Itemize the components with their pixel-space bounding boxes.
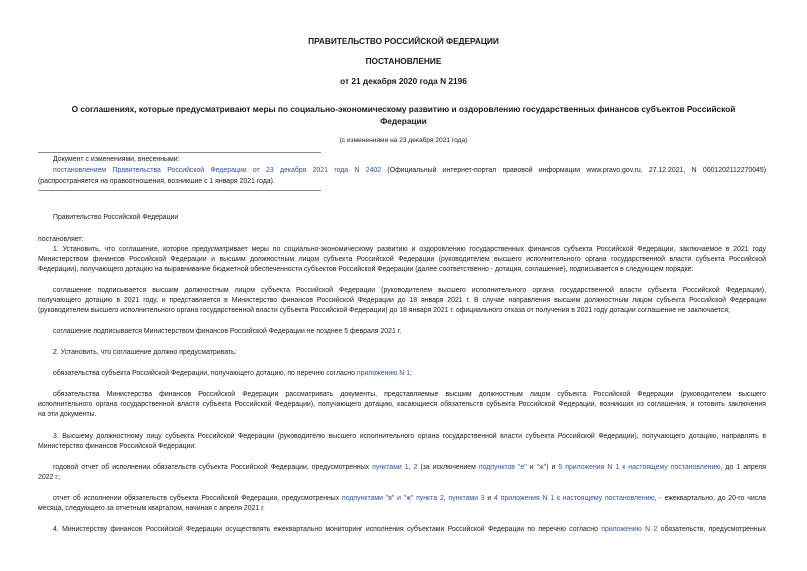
government-header: ПРАВИТЕЛЬСТВО РОССИЙСКОЙ ФЕДЕРАЦИИ [308, 36, 499, 46]
paragraph-6-line-2: исполнительного органа государственной власти субъекта Российской Федерации), получающего дотацию, касающиеся обязательств субъекта Российской Федерации, возникших из соглашения, и готовить заключения [38, 401, 766, 408]
paragraph-10-line-1: 4. Министерству финансов Российской Федерации осуществлять ежеквартально мониторинг исполнения субъектами Российской Федерации по перечню согласно приложению N 2 обязательств, предусмотренных [53, 526, 766, 533]
paragraph-3: соглашение подписывается Министерством финансов Российской Федерации не позднее 5 февраля 2021 г. [53, 328, 402, 335]
paragraph-decrees: постановляет: [38, 236, 84, 243]
paragraph-4: 2. Установить, что соглашение должно предусматривать: [53, 349, 237, 356]
changes-bottom-rule [38, 190, 321, 191]
paragraph-9-line-1: отчет об исполнении обязательств субъекта Российской Федерации, предусмотренных подпунктами "в" и "ж" пункта 2, пунктами 3 и 4 приложения N 1 к настоящему постановлению, - ежеквартально, до 20-го числа [53, 495, 766, 502]
document-title-line-1: О соглашениях, которые предусматривают меры по социально-экономическому развитию и оздоровлению государственных финансов субъектов Российской [71, 104, 736, 114]
changes-label: Документ с изменениями, внесенными: [53, 156, 180, 163]
document-title-line-2: Федерации [380, 116, 427, 126]
paragraph-9-line-2: месяца, следующего за отчетным кварталом, начиная с апреля 2021 г. [38, 505, 265, 512]
paragraph-5: обязательства субъекта Российской Федерации, получающего дотацию, по перечню согласно приложению N 1; [53, 370, 412, 377]
subitem-zh-link[interactable]: "ж" [536, 464, 547, 471]
paragraph-8-line-2: 2022 г.; [38, 474, 61, 481]
revision-note: (с изменениями на 23 декабря 2021 года) [339, 137, 468, 144]
paragraph-2-line-2: получающего дотацию в 2021 году, и представляется в Министерство финансов Российской Федерации до 18 января 2021 г. В случае направления высшим должностным лицом субъекта Российской Федерации [38, 297, 766, 304]
changes-top-rule [38, 152, 321, 153]
appendix-2-link[interactable]: приложению N 2 [601, 526, 658, 533]
paragraph-6-line-1: обязательства Министерства финансов Российской Федерации рассматривать документы, представляемые высшим должностным лицом субъекта Российской Федерации (руководителем высшего [53, 391, 766, 398]
subitems-v-zh-link[interactable]: подпунктами "в" и "ж" пункта 2 [342, 495, 444, 502]
paragraph-1-line-3: Федерации), получающего дотацию на выравнивание бюджетной обеспеченности субъектов Российской Федерации (далее соответственно - дотация, соглашение), подписывается в следующем порядке: [38, 266, 694, 273]
paragraph-7-line-1: 3. Высшему должностному лицу субъекта Российской Федерации (руководителю высшего исполнительного органа государственной власти субъекта Российской Федерации), получающего дотацию, направлять в [53, 433, 766, 440]
paragraph-6-line-3: на эти документы. [38, 411, 97, 418]
paragraph-2-line-3: (руководителем высшего исполнительного органа государственной власти субъекта Российской Федерации) до 18 января 2021 г. официального отказа от получения в 2021 году дотации соглашение не заключается; [38, 307, 730, 314]
item-5-appendix-1-link[interactable]: 5 приложения N 1 к настоящему постановлению [558, 464, 721, 471]
items-1-link[interactable]: пунктами 1 [372, 464, 409, 471]
paragraph-8-line-1: годовой отчет об исполнении обязательств субъекта Российской Федерации, предусмотренных пунктами 1, 2 (за исключением подпунктов "е" и "ж") и 5 приложения N 1 к настоящему постановлению, до 1 апреля [53, 464, 766, 471]
changes-line-2: (распространяется на правоотношения, возникшие с 1 января 2021 года). [38, 178, 275, 185]
paragraph-7-line-2: Министерство финансов Российской Федерации: [38, 443, 197, 450]
paragraph-1-line-1: 1. Установить, что соглашение, которое предусматривает меры по социально-экономическому развитию и оздоровлению государственных финансов субъекта Российской Федерации, заключаемое в 2021 году [53, 246, 766, 253]
paragraph-1-line-2: Министерством финансов Российской Федерации и высшим должностным лицом субъекта Российской Федерации (руководителем высшего исполнительного органа государственной власти субъекта Российской [38, 256, 766, 263]
items-3-link[interactable]: пунктами 3 [448, 495, 485, 502]
paragraph-government: Правительство Российской Федерации [53, 214, 179, 221]
amendment-link[interactable]: постановлением Правительства Российской Федерации от 23 декабря 2021 года N 2402 [53, 167, 382, 174]
appendix-1-link[interactable]: приложению N 1 [356, 370, 411, 377]
paragraph-2-line-1: соглашение подписывается высшим должностным лицом субъекта Российской Федерации (руководителем высшего исполнительного органа государственной власти субъекта Российской Федерации), [53, 287, 766, 294]
document-type: ПОСТАНОВЛЕНИЕ [365, 56, 442, 66]
changes-line-1: постановлением Правительства Российской Федерации от 23 декабря 2021 года N 2402 (Официальный интернет-портал правовой информации www.pravo.gov.ru, 27.12.2021, N 0001202112270045) [53, 167, 766, 174]
item-2-link[interactable]: 2 [413, 464, 418, 471]
item-4-appendix-1-link[interactable]: 4 приложения N 1 к настоящему постановлению [494, 495, 655, 502]
subitems-e-link[interactable]: подпунктов "е" [478, 464, 527, 471]
document-date-number: от 21 декабря 2020 года N 2196 [340, 76, 467, 86]
